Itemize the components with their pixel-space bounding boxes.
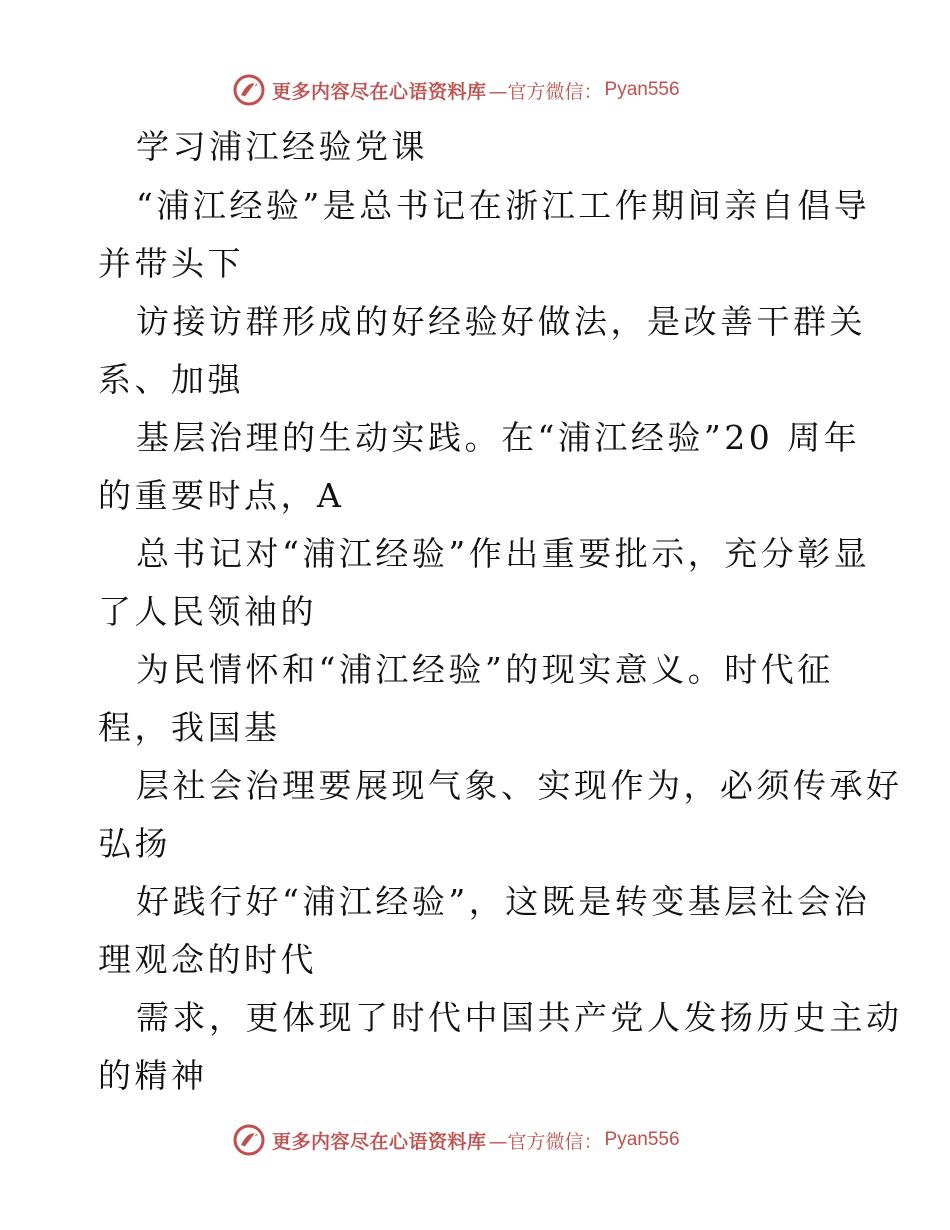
paragraph-line: 访接访群形成的好经验好做法，是改善干群关 bbox=[136, 302, 866, 341]
paragraph-line: 并带头下 bbox=[98, 244, 244, 283]
paragraph-line: 为民情怀和“浦江经验”的现实意义。时代征 bbox=[136, 650, 834, 689]
paragraph-line: 了人民领袖的 bbox=[98, 592, 317, 631]
paragraph-line: 的重要时点，A bbox=[98, 476, 345, 515]
document-title: 学习浦江经验党课 bbox=[136, 127, 428, 166]
watermark-wechat-id: Pyan556 bbox=[604, 79, 680, 100]
watermark-text: 更多内容尽在心语资料库 bbox=[272, 80, 487, 103]
paragraph-line: 好践行好“浦江经验”，这既是转变基层社会治 bbox=[136, 882, 871, 921]
paragraph-line: 理观念的时代 bbox=[98, 940, 317, 979]
header-watermark bbox=[232, 72, 680, 108]
paragraph-line: 基层治理的生动实践。在“浦江经验”20 周年 bbox=[136, 418, 861, 457]
watermark-logo-icon bbox=[232, 1123, 266, 1157]
watermark-wechat-id: Pyan556 bbox=[604, 1129, 680, 1150]
paragraph-line: 层社会治理要展现气象、实现作为，必须传承好 bbox=[136, 766, 903, 805]
watermark-logo-icon bbox=[232, 73, 266, 107]
watermark-text: 更多内容尽在心语资料库 bbox=[272, 1130, 487, 1153]
paragraph-line: 系、加强 bbox=[98, 360, 244, 399]
footer-watermark bbox=[232, 1122, 680, 1158]
watermark-separator: —官方微信： bbox=[488, 1130, 603, 1153]
paragraph-line: 需求，更体现了时代中国共产党人发扬历史主动 bbox=[136, 998, 903, 1037]
paragraph-line: 程，我国基 bbox=[98, 708, 281, 747]
paragraph-line: “浦江经验”是总书记在浙江工作期间亲自倡导 bbox=[136, 186, 871, 225]
watermark-separator: —官方微信： bbox=[488, 80, 603, 103]
paragraph-line: 总书记对“浦江经验”作出重要批示，充分彰显 bbox=[136, 534, 871, 573]
paragraph-line: 的精神 bbox=[98, 1056, 208, 1095]
paragraph-line: 弘扬 bbox=[98, 824, 171, 863]
